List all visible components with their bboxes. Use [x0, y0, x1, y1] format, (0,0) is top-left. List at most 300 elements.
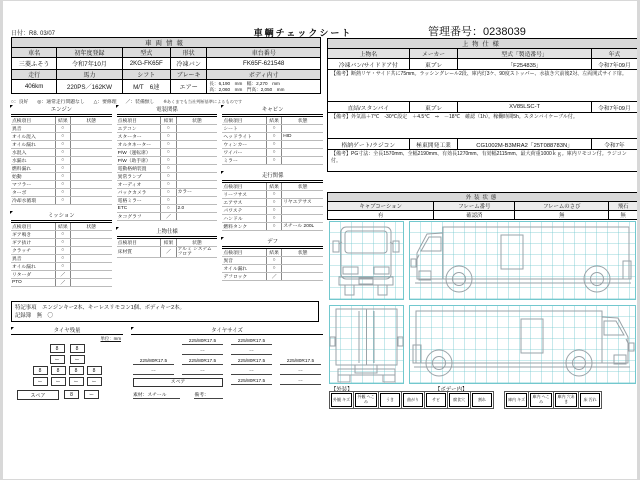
tire-size-section	[131, 327, 323, 400]
vehicle-info-table	[11, 37, 321, 94]
state-note	[176, 157, 217, 165]
spec-model: XV85LSC-T	[458, 102, 591, 113]
spec-maker: 東プレ	[409, 59, 458, 70]
inspection-row	[11, 157, 112, 165]
state-note	[282, 149, 323, 157]
col-header-state: 状態	[282, 248, 323, 257]
damage-tag: 庫内 へこみ	[530, 393, 552, 407]
horsepower: 220PS／162KW	[57, 80, 122, 94]
damage-tag: 床 汚れ	[580, 393, 600, 407]
item-label: オイル混入	[11, 133, 55, 141]
state-note	[70, 181, 111, 189]
state-note	[282, 207, 323, 215]
inspection-row	[222, 215, 323, 223]
damage-exterior-label: 【外装】	[331, 387, 353, 393]
inspection-row	[222, 141, 323, 149]
section-diff	[222, 238, 323, 281]
damage-tag: 曲がり	[403, 393, 423, 407]
first-registration: 令和7年10月	[57, 58, 122, 70]
section-mission	[11, 212, 112, 287]
result-legend	[11, 98, 323, 105]
state-note	[176, 173, 217, 181]
inspection-row	[11, 181, 112, 189]
inspection-row	[11, 133, 112, 141]
state-note	[176, 165, 217, 173]
inspection-row	[11, 125, 112, 133]
tread-value: 8	[50, 344, 65, 353]
item-label: オイル漏れ	[222, 265, 266, 273]
section-electrical	[117, 106, 218, 221]
state-note	[70, 255, 111, 263]
result-mark: ○	[267, 215, 282, 223]
veh-header: 馬力	[57, 70, 122, 80]
item-label: ギア鳴き	[11, 231, 55, 239]
item-label: ハンドル	[222, 215, 266, 223]
result-mark: ○	[161, 149, 176, 157]
state-note	[176, 197, 217, 205]
item-label: マフラー	[11, 181, 55, 189]
result-mark: ○	[55, 197, 70, 205]
inspection-col-1	[11, 106, 112, 287]
veh-header: 車名	[12, 48, 57, 58]
section-title: 上物仕様	[156, 228, 178, 235]
state-note	[70, 133, 111, 141]
item-label: ウィンカー	[222, 141, 266, 149]
legend-good: ○：良好	[11, 100, 29, 105]
truck-diagram-area	[327, 219, 637, 385]
inspection-row	[222, 199, 323, 207]
section-cabin	[222, 106, 323, 165]
state-note	[70, 141, 111, 149]
size-value: ー	[231, 348, 272, 355]
damage-tag: 庫内 穴あき	[555, 393, 577, 407]
inspection-row	[11, 255, 112, 263]
item-label: 異音	[222, 257, 266, 265]
result-mark: ／	[55, 271, 70, 279]
vehicle-name: 三菱ふそう	[12, 58, 57, 70]
shift-type: M/T 6速	[122, 80, 170, 94]
tread-front-row2	[11, 355, 123, 364]
result-mark: ○	[267, 149, 282, 157]
section-title: エンジン	[50, 107, 72, 113]
damage-exterior-group	[331, 393, 492, 407]
item-label: PTO	[11, 279, 55, 287]
state-note	[70, 239, 111, 247]
vehicle-info-caption: 車両情報	[12, 38, 321, 48]
item-label: 異常ランプ	[117, 173, 161, 181]
inspection-row	[222, 265, 323, 273]
tire-size-title: タイヤサイズ	[131, 327, 323, 335]
body-shape: 冷凍バン	[170, 58, 207, 70]
inspection-row	[117, 157, 218, 165]
check-sheet-page	[3, 1, 637, 479]
item-label: ミラー	[222, 157, 266, 165]
state-note	[176, 181, 217, 189]
ext-value: 有	[328, 211, 434, 220]
ext-value: 無	[609, 211, 637, 220]
inspection-row	[222, 157, 323, 165]
veh-header: 形状	[170, 48, 207, 58]
state-note	[70, 165, 111, 173]
size-value: 225/80R17.5	[133, 358, 174, 365]
item-label: オーディオ	[117, 181, 161, 189]
result-mark: ○	[161, 181, 176, 189]
tread-value: ー	[50, 355, 65, 364]
result-mark: ○	[55, 189, 70, 197]
state-note: アルミ システムフロア	[176, 246, 217, 257]
item-label: シート	[222, 125, 266, 133]
item-label: ETC	[117, 205, 161, 213]
spare-label: スペア	[17, 390, 59, 400]
special-notes-label: 特記事項	[15, 304, 37, 311]
col-header-state: 状態	[70, 222, 111, 231]
inspection-row	[117, 189, 218, 197]
item-label: リーフサス	[222, 191, 266, 199]
item-label: 異音	[11, 125, 55, 133]
state-note	[176, 212, 217, 220]
damage-tag: 腐食穴	[449, 393, 469, 407]
inspection-row	[222, 273, 323, 281]
veh-header: ボディ内寸	[207, 70, 321, 80]
ext-header: フレームのさび	[515, 202, 609, 211]
state-note	[70, 125, 111, 133]
state-note: HID	[282, 133, 323, 141]
legend-repair: △：要修理	[93, 100, 117, 105]
tread-value: 8	[70, 344, 85, 353]
inspection-row	[117, 205, 218, 213]
col-header-result: 結果	[161, 237, 176, 246]
item-label: オイル漏れ	[11, 263, 55, 271]
tire-area	[11, 327, 323, 400]
record-book-value: 無 〇	[36, 312, 53, 319]
damage-tag: 外観 へこみ	[355, 393, 377, 407]
state-note	[282, 157, 323, 165]
result-mark: ○	[161, 189, 176, 197]
tread-value: ー	[33, 377, 48, 386]
tire-size-grid	[131, 338, 323, 387]
result-mark: ○	[161, 125, 176, 133]
col-header-item: 点検項目	[222, 116, 266, 125]
item-label: 燃料タンク	[222, 223, 266, 231]
veh-header: 走行	[12, 70, 57, 80]
item-label: 冷却水循環	[11, 197, 55, 205]
state-note	[282, 125, 323, 133]
size-value: ー	[280, 378, 321, 385]
state-note	[70, 279, 111, 287]
inspection-row	[11, 271, 112, 279]
item-label: 電動格納装置	[117, 165, 161, 173]
tread-rear-row2	[11, 377, 123, 386]
inspection-row	[11, 149, 112, 157]
ext-header: 飛石	[609, 202, 637, 211]
inspection-row	[117, 125, 218, 133]
tread-value: ー	[51, 377, 66, 386]
size-value: ー	[133, 368, 174, 375]
tread-value: 8	[51, 366, 66, 375]
result-mark: ○	[267, 223, 282, 231]
tread-value: ー	[84, 390, 99, 399]
result-mark: ○	[267, 265, 282, 273]
col-header-result: 結果	[161, 116, 176, 125]
inspection-row	[11, 239, 112, 247]
state-note	[282, 191, 323, 199]
spec-model: 「F254835」	[458, 59, 591, 70]
record-book-line	[15, 312, 315, 320]
damage-body-label: 【ボデー内】	[435, 387, 468, 393]
result-mark: ○	[267, 207, 282, 215]
inspection-row	[117, 165, 218, 173]
item-label: P/W（運転席）	[117, 149, 161, 157]
size-value: 225/80R17.5	[231, 358, 272, 365]
spare-label: スペア	[133, 378, 223, 387]
state-note	[70, 197, 111, 205]
item-label: エアサス	[222, 199, 266, 207]
result-mark: ○	[55, 125, 70, 133]
legend-normal: ◎：通常走行問題なし	[37, 100, 85, 105]
result-mark: ○	[161, 173, 176, 181]
section-engine	[11, 106, 112, 205]
legend-note: ※あくまでも当社判断基準によるものです	[163, 99, 243, 104]
inspection-row	[11, 141, 112, 149]
result-mark: ○	[267, 199, 282, 207]
inspection-row	[222, 133, 323, 141]
item-label: クラッチ	[11, 247, 55, 255]
model-code: 2KG-FK65F	[122, 58, 170, 70]
state-note	[282, 215, 323, 223]
state-note: 2.0	[176, 205, 217, 213]
inspection-row	[11, 173, 112, 181]
col-header-item: 点検項目	[11, 222, 55, 231]
result-mark: ○	[267, 141, 282, 149]
exterior-condition-table	[327, 192, 637, 220]
result-mark: ○	[55, 149, 70, 157]
state-note	[70, 157, 111, 165]
result-mark: ○	[267, 133, 282, 141]
inspection-row	[11, 247, 112, 255]
tire-tread-section	[11, 327, 123, 400]
inspection-row	[222, 257, 323, 265]
ext-value: 確認済	[434, 211, 515, 220]
result-mark: ／	[161, 246, 176, 257]
result-mark: ○	[55, 141, 70, 149]
size-value: ー	[280, 368, 321, 375]
state-note	[176, 149, 217, 157]
result-mark: ○	[55, 255, 70, 263]
item-label: オイル漏れ	[11, 141, 55, 149]
result-mark: ○	[55, 263, 70, 271]
inspection-row	[222, 207, 323, 215]
result-mark: ○	[55, 157, 70, 165]
page-title: 車輌チェックシート	[253, 28, 353, 38]
tread-spare-row	[11, 390, 123, 400]
section-title: 走行関係	[261, 173, 284, 179]
col-header-state: 状態	[282, 182, 323, 191]
veh-header: シフト	[122, 70, 170, 80]
state-note	[176, 125, 217, 133]
inspection-row	[117, 197, 218, 205]
body-dims-line2: 高：2,060 mm 門高：2,050 mm	[209, 86, 285, 92]
item-label: タコグラフ	[117, 212, 161, 220]
section-title: キャビン	[261, 107, 284, 113]
size-value: 225/80R17.5	[231, 378, 272, 385]
item-label: ギア抜け	[11, 239, 55, 247]
inspection-row	[11, 279, 112, 287]
result-mark: ○	[55, 231, 70, 239]
item-label: 床材質	[117, 246, 161, 257]
col-header-state: 状態	[70, 116, 111, 125]
body-spec-table	[327, 38, 637, 172]
col-header-item: 点検項目	[117, 237, 161, 246]
exterior-caption: 外装状態	[328, 193, 638, 202]
veh-header: 車台番号	[207, 48, 321, 58]
record-book-label: 記録簿	[15, 312, 32, 319]
ext-header: キャブコーション	[328, 202, 434, 211]
state-note	[282, 273, 323, 281]
state-note	[176, 133, 217, 141]
section-title: 電装関係	[156, 107, 178, 113]
truck-side-view-left-diagram	[409, 221, 636, 300]
result-mark: ○	[267, 157, 282, 165]
damage-tag: うき	[380, 393, 400, 407]
state-note	[282, 141, 323, 149]
inspection-col-3	[222, 106, 323, 287]
chassis-number: FK65F-621548	[207, 58, 321, 70]
damage-tag: 割れ	[472, 393, 492, 407]
col-header-item: 点検項目	[222, 248, 266, 257]
item-label: パワステ	[222, 207, 266, 215]
spec-model: CG1002M-B3MRA2「25T088783N」	[458, 139, 591, 150]
tread-value: 8	[33, 366, 48, 375]
state-note	[70, 263, 111, 271]
result-mark: ○	[55, 239, 70, 247]
damage-tags-row	[331, 393, 600, 407]
tread-value: 8	[64, 390, 79, 399]
result-mark: ○	[267, 191, 282, 199]
state-note	[70, 173, 111, 181]
col-header-state: 状態	[176, 237, 217, 246]
result-mark: ○	[161, 197, 176, 205]
result-mark: ○	[161, 205, 176, 213]
tread-front-row	[11, 344, 123, 353]
state-note	[70, 271, 111, 279]
spec-name: 冷凍バン/サイドドア付	[328, 59, 410, 70]
item-label: リターダ	[11, 271, 55, 279]
result-mark: ／	[267, 273, 282, 281]
spec-maker: 極東開発工業	[409, 139, 458, 150]
col-header-result: 結果	[267, 248, 282, 257]
tire-tread-title: タイヤ残量	[11, 327, 123, 335]
truck-front-view-diagram	[329, 221, 404, 300]
result-mark: ○	[55, 133, 70, 141]
tire-meta	[131, 391, 323, 399]
col-header-item: 点検項目	[11, 116, 55, 125]
result-mark: ○	[267, 257, 282, 265]
control-number: 管理番号：0238039	[428, 26, 526, 38]
spec-header: 上物名	[328, 49, 410, 59]
spec-remark: 【備考】外気温＋7℃ -30℃設定 ＋4.5℃ ⇒ －18℃ 確認（1h）。稼働時間5h。スタンバイケーブル付。	[331, 114, 578, 120]
result-mark: ○	[55, 173, 70, 181]
inspection-row	[117, 141, 218, 149]
item-label: 水漏れ	[11, 157, 55, 165]
inspection-row	[222, 149, 323, 157]
spec-remark: 【備考】断熱リヤ・サイド共に75mm。ラッシングレール2段、庫内灯3ケ、90度ストッパー、水抜き穴前後2対、左両開式サイド扉。	[331, 71, 627, 77]
tread-value: 8	[87, 366, 102, 375]
result-mark: ○	[161, 165, 176, 173]
state-note	[70, 149, 111, 157]
size-value: 225/80R17.5	[280, 358, 321, 365]
size-value: ー	[182, 348, 223, 355]
truck-rear-view-diagram	[329, 305, 404, 384]
state-note: スチール 200L	[282, 223, 323, 231]
date-label: 日付：R8. 03/07	[11, 31, 56, 37]
item-label: ワイパー	[222, 149, 266, 157]
item-label: オルタネーター	[117, 141, 161, 149]
tire-remark-label: 備考：	[194, 391, 222, 399]
special-notes-box	[11, 301, 319, 322]
special-notes-line	[15, 304, 315, 312]
inspection-row	[117, 212, 218, 220]
inspection-row	[11, 263, 112, 271]
brake-type: エアー	[170, 80, 207, 94]
state-note	[282, 257, 323, 265]
veh-header: 初年度登録	[57, 48, 122, 58]
item-label: ヘッドライト	[222, 133, 266, 141]
col-header-item: 点検項目	[222, 182, 266, 191]
veh-header: ブレーキ	[170, 70, 207, 80]
body-spec-caption: 上物仕様	[328, 39, 638, 49]
inspection-area	[11, 106, 323, 287]
size-value: ー	[182, 368, 223, 375]
inspection-row	[222, 191, 323, 199]
size-value: ー	[231, 368, 272, 375]
spec-maker: 東プレ	[409, 102, 458, 113]
col-header-result: 結果	[55, 222, 70, 231]
tread-unit: 単位：mm	[100, 336, 121, 341]
col-header-state: 状態	[282, 116, 323, 125]
truck-side-view-right-diagram	[409, 305, 636, 384]
col-header-result: 結果	[267, 182, 282, 191]
damage-tag: 外観 キズ	[331, 393, 352, 407]
inspection-row	[117, 149, 218, 157]
inspection-row	[117, 181, 218, 189]
state-note: カラー	[176, 189, 217, 197]
state-note: リヤエアサス	[282, 199, 323, 207]
section-title: ミッション	[47, 213, 75, 219]
item-label: 水混入	[11, 149, 55, 157]
size-value: 225/80R17.5	[182, 338, 223, 345]
section-body-spec-mini	[117, 228, 218, 258]
legend-none: ／：装備無し	[125, 100, 155, 105]
item-label: 異音	[11, 255, 55, 263]
spec-name: 直結/スタンバイ	[328, 102, 410, 113]
result-mark: ○	[161, 133, 176, 141]
spec-name: 格納ゲート/ラジコン	[328, 139, 410, 150]
result-mark: ／	[161, 212, 176, 220]
state-note	[70, 231, 111, 239]
inspection-row	[11, 165, 112, 173]
result-mark: ○	[161, 157, 176, 165]
damage-tag: サビ	[426, 393, 446, 407]
item-label: 始動	[11, 173, 55, 181]
tread-value: ー	[69, 377, 84, 386]
item-label: P/W（助手席）	[117, 157, 161, 165]
col-header-result: 結果	[267, 116, 282, 125]
damage-tag: 庫内 キズ	[506, 393, 527, 407]
inspection-row	[11, 189, 112, 197]
col-header-item: 点検項目	[117, 116, 161, 125]
ext-header: フレーム番号	[434, 202, 515, 211]
result-mark: ○	[55, 165, 70, 173]
